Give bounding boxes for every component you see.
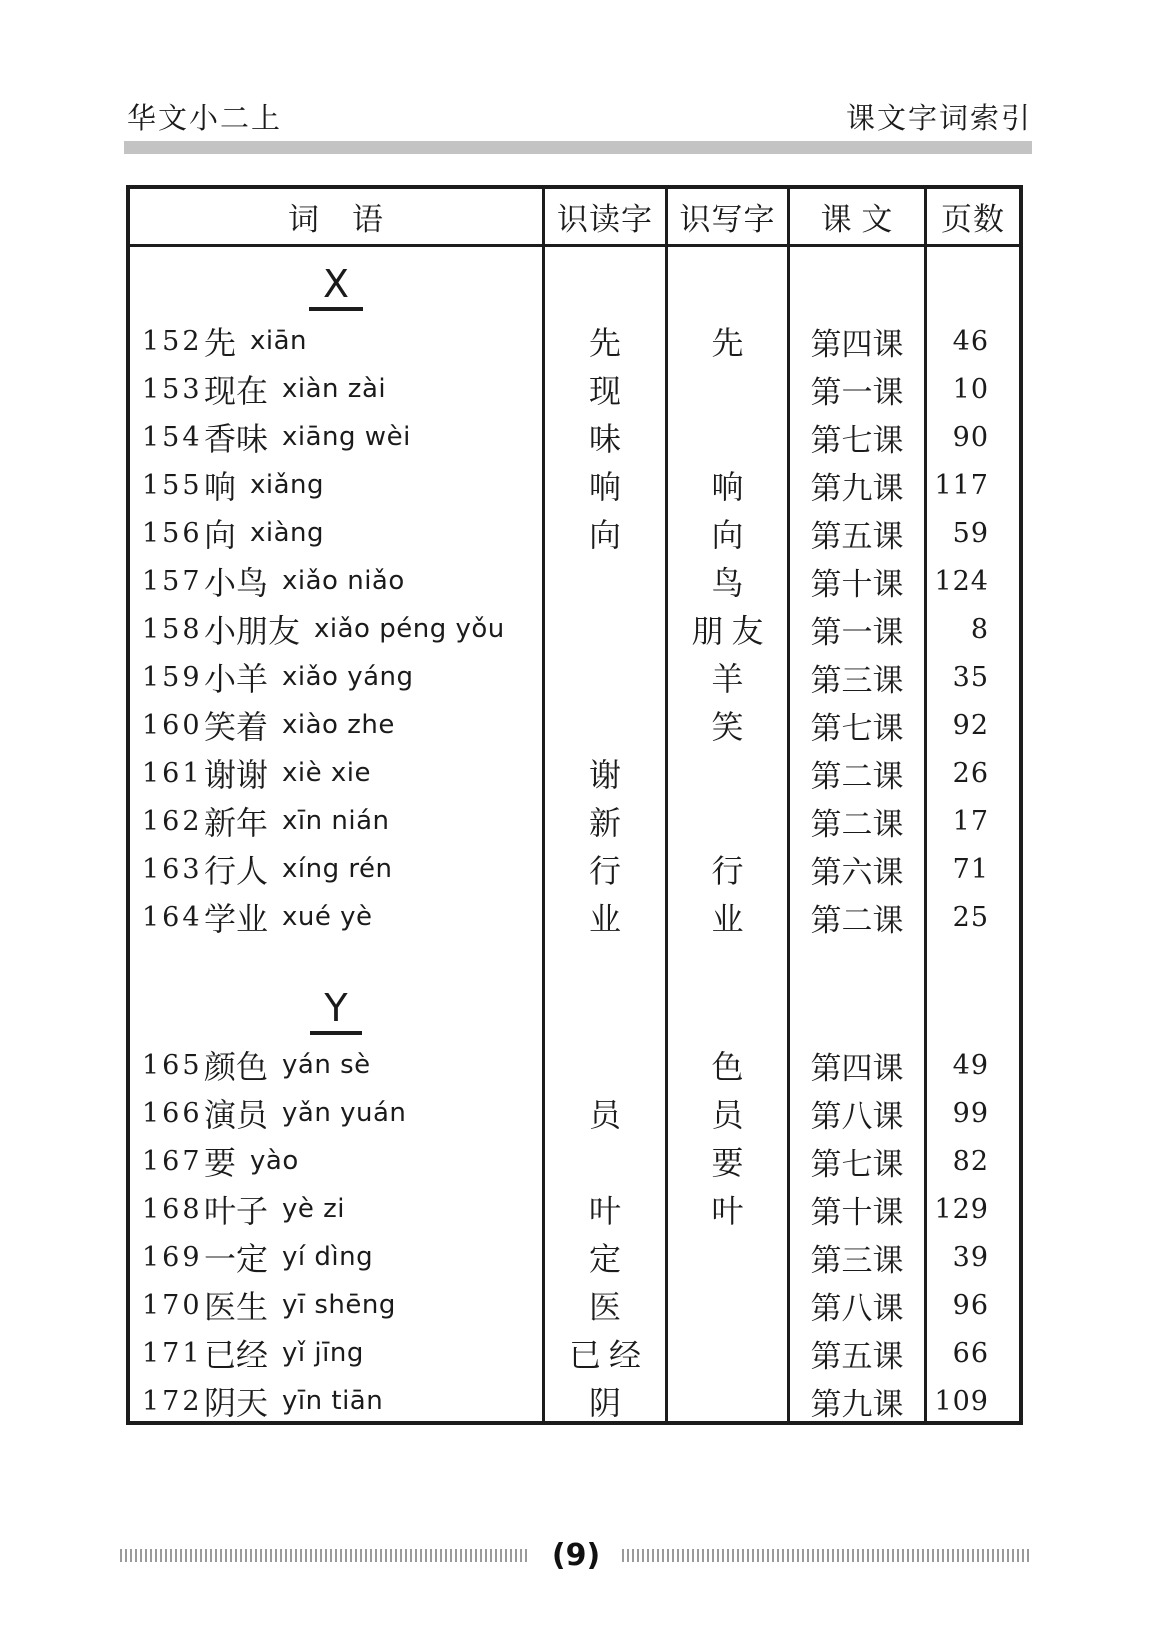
index-row <box>130 749 1019 797</box>
page-ref: 49 <box>952 1049 989 1081</box>
write-character: 先 <box>668 317 790 365</box>
lesson-ref: 第七课 <box>790 413 927 461</box>
entry-number: 159 <box>142 661 203 693</box>
word-index-table <box>126 185 1023 1425</box>
read-character <box>545 557 668 605</box>
entry-pinyin: xiǎo péng yǒu <box>314 614 505 644</box>
index-row <box>130 797 1019 845</box>
index-row <box>130 845 1019 893</box>
lesson-ref: 第九课 <box>790 1377 927 1421</box>
read-character: 业 <box>545 893 668 941</box>
index-row <box>130 1281 1019 1329</box>
entry-number: 170 <box>142 1289 203 1321</box>
lesson-ref: 第八课 <box>790 1089 927 1137</box>
entry-number: 166 <box>142 1097 203 1129</box>
lesson-ref: 第一课 <box>790 365 927 413</box>
index-row <box>130 893 1019 941</box>
lesson-ref: 第四课 <box>790 317 927 365</box>
write-character <box>668 1329 790 1377</box>
entry-word: 演员 <box>204 1097 269 1133</box>
entry-word: 阴天 <box>204 1385 269 1421</box>
entry-pinyin: yī shēng <box>282 1290 396 1320</box>
write-character: 响 <box>668 461 790 509</box>
write-character: 业 <box>668 893 790 941</box>
entry-number: 156 <box>142 517 203 549</box>
entry-number: 169 <box>142 1241 203 1273</box>
column-header-lesson: 课 文 <box>790 189 927 244</box>
index-row <box>130 701 1019 749</box>
entry-word: 小羊 <box>204 661 269 697</box>
read-character: 医 <box>545 1281 668 1329</box>
entry-word: 医生 <box>204 1289 269 1325</box>
entry-pinyin: xiǎo niǎo <box>282 566 405 596</box>
page-ref: 8 <box>970 613 989 645</box>
entry-number: 154 <box>142 421 203 453</box>
entry-number: 155 <box>142 469 203 501</box>
entry-pinyin: xīn nián <box>282 806 390 836</box>
write-character: 色 <box>668 1041 790 1089</box>
section-header-row <box>130 941 1019 1041</box>
lesson-ref: 第七课 <box>790 1137 927 1185</box>
entry-word: 新年 <box>204 805 269 841</box>
index-row <box>130 1137 1019 1185</box>
entry-number: 160 <box>142 709 203 741</box>
entry-word: 一定 <box>204 1241 269 1277</box>
write-character: 鸟 <box>668 557 790 605</box>
write-character: 叶 <box>668 1185 790 1233</box>
entry-number: 162 <box>142 805 203 837</box>
entry-pinyin: xiǎo yáng <box>282 662 414 692</box>
index-row <box>130 365 1019 413</box>
entry-pinyin: yè zi <box>282 1194 346 1224</box>
section-letter: Y <box>310 989 361 1035</box>
lesson-ref: 第六课 <box>790 845 927 893</box>
page-footer <box>120 1538 1032 1572</box>
read-character <box>545 653 668 701</box>
lesson-ref: 第二课 <box>790 893 927 941</box>
read-character: 阴 <box>545 1377 668 1421</box>
entry-number: 161 <box>142 757 203 789</box>
index-row <box>130 1377 1019 1421</box>
read-character: 已 经 <box>545 1329 668 1377</box>
page-ref: 96 <box>952 1289 989 1321</box>
index-row <box>130 509 1019 557</box>
entry-pinyin: yīn tiān <box>282 1386 384 1416</box>
write-character <box>668 1233 790 1281</box>
lesson-ref: 第五课 <box>790 509 927 557</box>
table-header-row <box>130 189 1019 247</box>
page-ref: 129 <box>934 1193 989 1225</box>
page-ref: 46 <box>952 325 989 357</box>
write-character: 行 <box>668 845 790 893</box>
entry-pinyin: xiào zhe <box>282 710 395 740</box>
index-title: 课文字词索引 <box>845 103 1032 135</box>
write-character: 要 <box>668 1137 790 1185</box>
write-character <box>668 749 790 797</box>
book-title: 华文小二上 <box>127 103 283 135</box>
read-character <box>545 1041 668 1089</box>
entry-word: 已经 <box>204 1337 269 1373</box>
read-character: 员 <box>545 1089 668 1137</box>
entry-word: 颜色 <box>204 1049 269 1085</box>
footer-hatch-left <box>120 1549 530 1562</box>
entry-number: 172 <box>142 1385 203 1417</box>
entry-pinyin: xué yè <box>282 902 373 932</box>
index-row <box>130 1329 1019 1377</box>
entry-number: 163 <box>142 853 203 885</box>
running-head <box>127 96 1032 137</box>
page-ref: 17 <box>952 805 989 837</box>
lesson-ref: 第四课 <box>790 1041 927 1089</box>
index-row <box>130 1041 1019 1089</box>
entry-number: 165 <box>142 1049 203 1081</box>
index-row <box>130 1089 1019 1137</box>
read-character <box>545 1137 668 1185</box>
page-ref: 39 <box>952 1241 989 1273</box>
lesson-ref: 第一课 <box>790 605 927 653</box>
lesson-ref: 第五课 <box>790 1329 927 1377</box>
read-character: 先 <box>545 317 668 365</box>
entry-number: 168 <box>142 1193 203 1225</box>
write-character: 向 <box>668 509 790 557</box>
read-character: 现 <box>545 365 668 413</box>
page-ref: 71 <box>952 853 989 885</box>
entry-pinyin: yǐ jīng <box>282 1338 364 1368</box>
entry-pinyin: xiāng wèi <box>282 422 411 452</box>
lesson-ref: 第十课 <box>790 557 927 605</box>
page-ref: 82 <box>952 1145 989 1177</box>
read-character: 叶 <box>545 1185 668 1233</box>
index-row <box>130 1233 1019 1281</box>
index-row <box>130 605 1019 653</box>
read-character <box>545 605 668 653</box>
index-row <box>130 1185 1019 1233</box>
entry-number: 171 <box>142 1337 203 1369</box>
read-character: 向 <box>545 509 668 557</box>
write-character: 羊 <box>668 653 790 701</box>
entry-number: 152 <box>142 325 203 357</box>
lesson-ref: 第八课 <box>790 1281 927 1329</box>
page-ref: 99 <box>952 1097 989 1129</box>
column-header-word: 词 语 <box>130 189 545 244</box>
section-header-row <box>130 247 1019 317</box>
entry-word: 行人 <box>204 853 269 889</box>
lesson-ref: 第三课 <box>790 653 927 701</box>
page-ref: 66 <box>952 1337 989 1369</box>
entry-word: 先 <box>204 325 237 361</box>
read-character: 行 <box>545 845 668 893</box>
page-number: (9) <box>551 1537 601 1573</box>
page-ref: 35 <box>952 661 989 693</box>
column-header-write: 识写字 <box>668 189 790 244</box>
write-character: 朋 友 <box>668 605 790 653</box>
section-letter: X <box>309 265 363 311</box>
entry-number: 157 <box>142 565 203 597</box>
header-rule <box>124 141 1032 154</box>
entry-word: 香味 <box>204 421 269 457</box>
entry-word: 谢谢 <box>204 757 269 793</box>
page-ref: 10 <box>952 373 989 405</box>
entry-pinyin: xiān <box>250 326 308 356</box>
page-ref: 25 <box>952 901 989 933</box>
write-character <box>668 797 790 845</box>
read-character: 味 <box>545 413 668 461</box>
entry-pinyin: yào <box>250 1146 299 1176</box>
read-character: 响 <box>545 461 668 509</box>
read-character: 新 <box>545 797 668 845</box>
write-character <box>668 1281 790 1329</box>
entry-pinyin: xiàn zài <box>282 374 387 404</box>
entry-word: 小朋友 <box>204 613 301 649</box>
lesson-ref: 第九课 <box>790 461 927 509</box>
lesson-ref: 第二课 <box>790 749 927 797</box>
write-character: 员 <box>668 1089 790 1137</box>
write-character <box>668 1377 790 1421</box>
index-row <box>130 461 1019 509</box>
footer-hatch-right <box>622 1549 1032 1562</box>
page-ref: 92 <box>952 709 989 741</box>
entry-word: 要 <box>204 1145 237 1181</box>
entry-pinyin: xiǎng <box>250 470 325 500</box>
entry-word: 现在 <box>204 373 269 409</box>
write-character <box>668 365 790 413</box>
read-character: 谢 <box>545 749 668 797</box>
write-character <box>668 413 790 461</box>
page-ref: 26 <box>952 757 989 789</box>
entry-word: 小鸟 <box>204 565 269 601</box>
page-ref: 124 <box>934 565 989 597</box>
page-ref: 59 <box>952 517 989 549</box>
entry-word: 笑着 <box>204 709 269 745</box>
entry-word: 向 <box>204 517 237 553</box>
entry-number: 158 <box>142 613 203 645</box>
entry-pinyin: yán sè <box>282 1050 371 1080</box>
index-row <box>130 557 1019 605</box>
entry-word: 学业 <box>204 901 269 937</box>
table-body <box>130 247 1019 1421</box>
page-ref: 90 <box>952 421 989 453</box>
entry-pinyin: xiàng <box>250 518 325 548</box>
entry-pinyin: xiè xie <box>282 758 371 788</box>
column-header-read: 识读字 <box>545 189 668 244</box>
lesson-ref: 第二课 <box>790 797 927 845</box>
page-ref: 109 <box>934 1385 989 1417</box>
entry-word: 响 <box>204 469 237 505</box>
index-row <box>130 653 1019 701</box>
entry-number: 167 <box>142 1145 203 1177</box>
write-character: 笑 <box>668 701 790 749</box>
page-ref: 117 <box>934 469 989 501</box>
read-character <box>545 701 668 749</box>
lesson-ref: 第七课 <box>790 701 927 749</box>
lesson-ref: 第十课 <box>790 1185 927 1233</box>
entry-pinyin: yǎn yuán <box>282 1098 407 1128</box>
entry-word: 叶子 <box>204 1193 269 1229</box>
column-header-page: 页数 <box>941 202 1005 237</box>
entry-number: 153 <box>142 373 203 405</box>
lesson-ref: 第三课 <box>790 1233 927 1281</box>
index-row <box>130 317 1019 365</box>
read-character: 定 <box>545 1233 668 1281</box>
entry-pinyin: xíng rén <box>282 854 393 884</box>
entry-number: 164 <box>142 901 203 933</box>
index-row <box>130 413 1019 461</box>
entry-pinyin: yí dìng <box>282 1242 374 1272</box>
